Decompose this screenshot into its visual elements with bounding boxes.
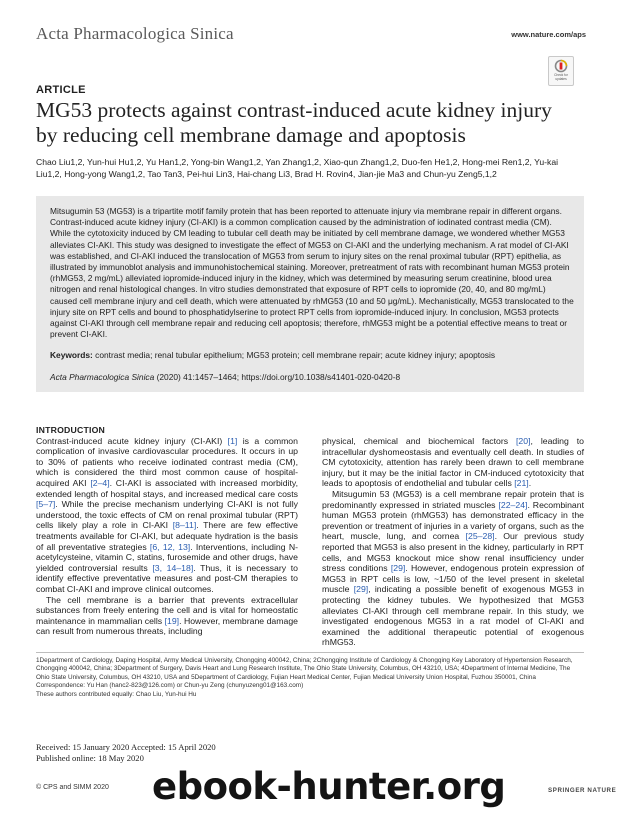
body-text: The cell membrane is a barrier that prevents extracellular substances from freely entering the cell and is vital for homeostatic maintenance in mammalian cells	[36, 594, 298, 626]
reference-link[interactable]: [19]	[164, 615, 180, 626]
citation-details: (2020) 41:1457–1464; https://doi.org/10.1038/s41401-020-0420-8	[156, 372, 401, 383]
reference-link[interactable]: [25–28]	[465, 531, 495, 542]
crossmark-icon	[554, 59, 568, 73]
citation-journal: Acta Pharmacologica Sinica	[50, 372, 155, 383]
reference-link[interactable]: [2–4]	[90, 477, 110, 488]
keywords-label: Keywords:	[50, 350, 93, 361]
reference-link[interactable]: [1]	[227, 435, 238, 446]
reference-link[interactable]: [22–24]	[498, 499, 528, 510]
publisher-logo: SPRINGER NATURE	[548, 787, 617, 794]
article-type-label: ARTICLE	[36, 84, 86, 96]
intro-left-column	[36, 425, 298, 637]
body-text: . While the precise mechanism underlying CI-AKI is not fully understood, the toxic effects of CM on renal proximal tubular (RPT) cells likely play a role in CI-AKI	[36, 499, 298, 531]
reference-link[interactable]: [21]	[514, 478, 529, 489]
author-list: Chao Liu1,2, Yun-hui Hu1,2, Yu Han1,2, Yong-bin Wang1,2, Yan Zhang1,2, Xiao-qun Zhang1,2, Duo-fen He1,2, Hong-mei Ren1,2, Yu-kai Liu1,2, Hong-yong Wang1,2, Tao Tan3, Pei-hui Lin3, Hai-chang Li3, Brad H. Rovin4, Jian-jie Ma3 and Chun-yu Zeng5,1,2	[36, 157, 559, 179]
article-dates	[36, 742, 216, 763]
reference-link[interactable]: [8–11]	[172, 520, 197, 531]
body-text: . Recombinant human MG53 protein (rhMG53) has demonstrated efficacy in the prevention or treatment of injuries in a variety of organs, such as the heart, muscle, lung, and cornea	[322, 499, 584, 542]
body-text: . However, endogenous protein expression of MG53 in RPT cells is low, ~1/50 of the level present in skeletal muscle	[322, 563, 584, 595]
reference-link[interactable]: [20]	[516, 436, 531, 446]
keywords-line	[50, 350, 574, 361]
body-text: , indicating a possible benefit of exogenous MG53 in protecting the kidney tubules. We hypothesized that MG53 alleviates CI-AKI through cell membrane repair. In this study, we investigated endogenous MG53 in a rat model of CI-AKI and examined the additional therapeutic potential of exogenous rhMG53.	[322, 584, 584, 648]
reference-link[interactable]: [3, 14–18]	[152, 562, 194, 573]
journal-url[interactable]: www.nature.com/aps	[511, 30, 586, 39]
body-text: physical, chemical and biochemical factors	[322, 436, 517, 446]
affiliations: 1Department of Cardiology, Daping Hospital, Army Medical University, Chongqing 400042, China; 2Chongqing Institute of Cardiology & Chongqing Key Laboratory of Hypertension Research, Chongqing 400042, China; 3Department of Surgery, Davis Heart and Lung Research Institute, The Ohio State University, Columbus, OH 43210, USA; 4Department of Internal Medicine, The Ohio State University, Columbus, OH 43210, USA and 5Department of Cardiology, Fujian Heart Medical Center, Fujian Medical University Union Hospital, Fuzhou 350001, China	[36, 657, 573, 681]
body-text: . CI-AKI is associated with increased morbidity, extended length of hospital stays, and increased medical care costs	[36, 477, 298, 499]
body-text: . Interventions, including N-acetylcysteine, vitamin C, statins, furosemide and other drugs, have yielded controversial results	[36, 541, 298, 573]
journal-name: Acta Pharmacologica Sinica	[36, 24, 234, 43]
intro-paragraph-4	[322, 489, 584, 648]
crossmark-label: Check for updates	[554, 73, 568, 81]
body-text: . Our previous study reported that MG53 is also present in the kidney, particularly in RPT cells, and MG53 knockout mice show renal insufficiency under stress conditions	[322, 531, 584, 574]
keywords-text: contrast media; renal tubular epithelium; MG53 protein; cell membrane repair; acute kidney injury; apoptosis	[95, 350, 496, 361]
abstract-text: Mitsugumin 53 (MG53) is a tripartite motif family protein that has been reported to attenuate injury via membrane repair in different organs. Contrast-induced acute kidney injury (CI-AKI) is a common complication caused by the administration of iodinated contrast media (CM). While the cytotoxicity induced by CM leading to tubular cell death may be initiated by cell membrane damage, we wondered whether MG53 alleviates CI-AKI. This study was designed to investigate the effect of MG53 on CI-AKI and the underlying mechanism. A rat model of CI-AKI was established, and CI-AKI induced the translocation of MG53 from serum to injury sites on the renal proximal tubular (RPT) epithelia, as illustrated by immunoblot analysis and immunohistochemical staining. Moreover, pretreatment of rats with recombinant human MG53 protein (rhMG53, 2 mg/mL) alleviated iopromide-induced injury in the kidney, which was determined by measuring serum creatinine, blood urea nitrogen and renal histological changes. In vitro studies demonstrated that exposure of RPT cells to iopromide (20, 40, and 80 mg/mL) caused cell membrane injury and cell death, which were attenuated by rhMG53 (10 and 50 μg/mL). Mechanistically, MG53 translocated to the injury site on RPT cells and bound to phosphatidylserine to protect RPT cells from iopromide-induced injury. In conclusion, MG53 protects against CI-AKI through cell membrane repair and reducing cell apoptosis; therefore, rhMG53 might be a potential effective means to treat or prevent CI-AKI.	[50, 206, 574, 340]
watermark: ebook-hunter.org	[152, 765, 506, 808]
crossmark-badge[interactable]	[548, 56, 574, 86]
intro-paragraph-1	[36, 436, 298, 595]
copyright-notice: © CPS and SIMM 2020	[36, 784, 109, 791]
body-text: . There are few effective treatments available for CI-AKI, but adequate hydration is the basis of all preventative strategies	[36, 520, 298, 552]
body-text: . However, membrane damage can result from numerous threats, including	[36, 615, 298, 637]
published-date: Published online: 18 May 2020	[36, 752, 144, 763]
body-text: . Thus, it is necessary to identify effective preventative measures and post-CM therapies to combat CI-AKI and improve clinical outcomes.	[36, 562, 298, 594]
reference-link[interactable]: [29]	[390, 563, 406, 574]
citation-line	[50, 372, 574, 383]
reference-link[interactable]: [6, 12, 13]	[149, 541, 191, 552]
body-text: .	[528, 478, 532, 489]
abstract-box	[36, 196, 584, 392]
body-text: , leading to intracellular dyshomeostasis and eventually cell death. In studies of CM cytotoxicity, attention has rarely been drawn to cell membrane injury, but it may be the initial factor in CM-induced cytotoxicity that leads to apoptosis of endothelial and tubular cells	[322, 436, 584, 489]
correspondence: Correspondence: Yu Han (hanc2-823@126.com) or Chun-yu Zeng (chunyuzeng01@163.com)	[36, 682, 304, 690]
reference-link[interactable]: [29]	[353, 584, 369, 595]
body-text: Contrast-induced acute kidney injury (CI-AKI)	[36, 435, 228, 446]
footnote-divider	[36, 652, 584, 653]
body-text: is a common complication of invasive cardiovascular procedures. It occurs in up to 30% of patients who receive iodinated contrast media (CM), which is considered the third most common cause of hospital-acquired AKI	[36, 435, 298, 488]
intro-paragraph-3	[322, 436, 584, 489]
intro-paragraph-2	[36, 595, 298, 637]
equal-contribution-note: These authors contributed equally: Chao Liu, Yun-hui Hu	[36, 690, 197, 698]
intro-heading: INTRODUCTION	[36, 425, 105, 435]
footnotes	[36, 657, 584, 699]
received-accepted-dates: Received: 15 January 2020 Accepted: 15 April 2020	[36, 742, 216, 752]
reference-link[interactable]: [5–7]	[36, 499, 56, 510]
intro-right-column	[322, 436, 584, 648]
body-text: Mitsugumin 53 (MG53) is a cell membrane repair protein that is predominantly expressed in striated muscles	[322, 488, 584, 510]
article-title: MG53 protects against contrast-induced acute kidney injury by reducing cell membrane damage and apoptosis	[36, 98, 552, 147]
